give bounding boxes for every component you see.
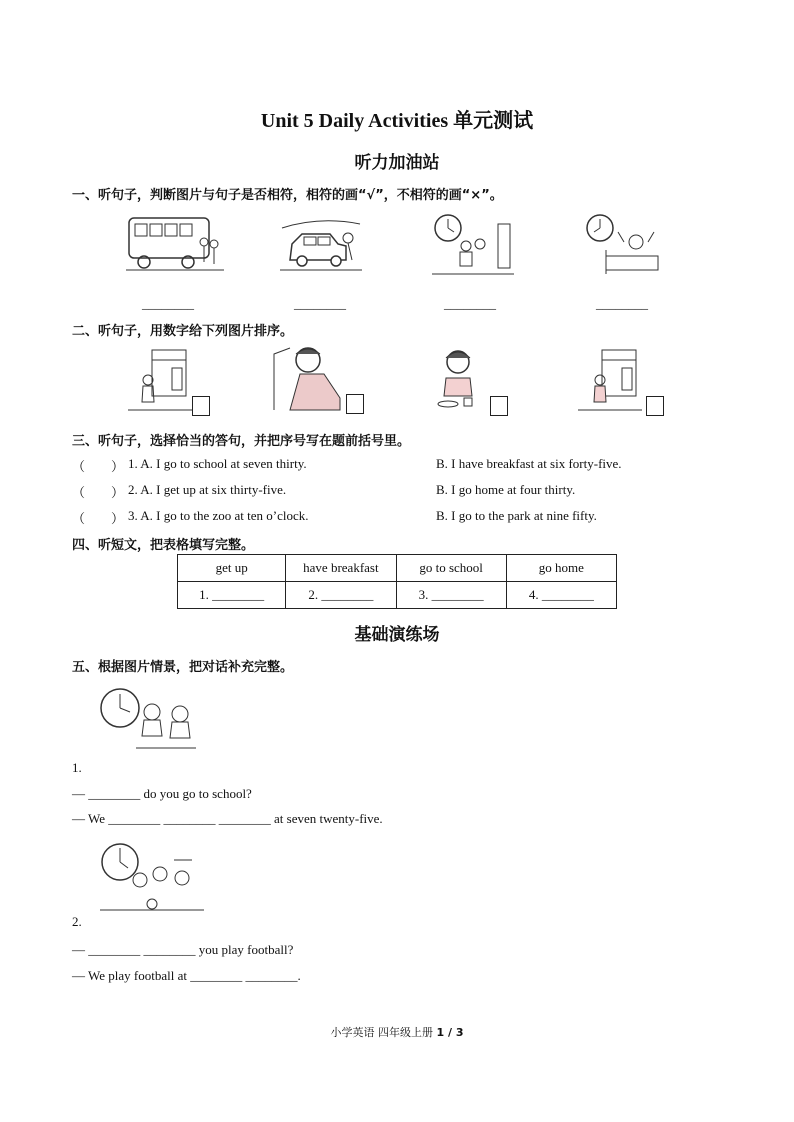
school-girl-picture (128, 346, 192, 414)
school-girl-2-picture (578, 346, 642, 414)
option-2b: B. I go home at four thirty. (436, 482, 576, 497)
dialogue-2-line-2: — We play football at ________ ________. (72, 968, 301, 983)
answer-blank-3[interactable]: ________ (444, 296, 496, 311)
section-title-basics: 基础演练场 (354, 625, 440, 645)
page-title: Unit 5 Daily Activities 单元测试 (260, 110, 534, 132)
order-box-2[interactable] (346, 394, 364, 414)
dialogue-1-line-2: — We ________ ________ ________ at seven twenty-five. (72, 811, 383, 826)
option-2a: 2. A. I get up at six thirty-five. (128, 482, 287, 497)
option-1b: B. I have breakfast at six forty-five. (436, 456, 622, 471)
clock-bed-picture (584, 212, 666, 278)
table-answer-cell[interactable]: 4. ________ (506, 582, 616, 609)
order-box-1[interactable] (192, 396, 210, 416)
schedule-table (177, 554, 617, 609)
table-row (178, 582, 617, 609)
table-answer-cell[interactable]: 3. ________ (396, 582, 506, 609)
answer-blank-4[interactable]: ________ (596, 296, 648, 311)
table-header-cell: go home (506, 555, 616, 582)
page-number: 1 / 3 (436, 1026, 464, 1039)
section-title-listening: 听力加油站 (354, 153, 440, 173)
dialogue-1-number: 1. (72, 760, 82, 775)
table-header-cell: have breakfast (286, 555, 396, 582)
question-1-heading: 一、听句子，判断图片与句子是否相符，相符的画“√”，不相符的画“×”。 (72, 188, 503, 203)
clock-kids-walking-picture (100, 684, 200, 754)
answer-blank-2[interactable]: ________ (294, 296, 346, 311)
sleeping-girl-picture (270, 344, 344, 414)
question-2-heading: 二、听句子，用数字给下列图片排序。 (72, 324, 294, 339)
table-answer-cell[interactable]: 1. ________ (178, 582, 286, 609)
question-4-heading: 四、听短文，把表格填写完整。 (72, 538, 255, 553)
order-box-4[interactable] (646, 396, 664, 416)
table-header-row (178, 555, 617, 582)
answer-blank-1[interactable]: ________ (142, 296, 194, 311)
table-header-cell: get up (178, 555, 286, 582)
order-box-3[interactable] (490, 396, 508, 416)
page-footer (0, 1024, 794, 1040)
dialogue-1-line-1: — ________ do you go to school? (72, 786, 252, 801)
dialogue-2-line-1: — ________ ________ you play football? (72, 942, 294, 957)
dialogue-2-number: 2. (72, 914, 82, 929)
clock-kids-football-picture (100, 840, 204, 912)
clock-boy-picture (432, 210, 514, 278)
breakfast-girl-picture (434, 344, 484, 412)
option-1a: 1. A. I go to school at seven thirty. (128, 456, 307, 471)
option-3b: B. I go to the park at nine fifty. (436, 508, 597, 523)
answer-parenthesis-2[interactable]: （ ） (72, 485, 125, 500)
question-3-heading: 三、听句子，选择恰当的答句，并把序号写在题前括号里。 (72, 434, 411, 449)
bus-picture (126, 212, 224, 278)
option-3a: 3. A. I go to the zoo at ten o’clock. (128, 508, 309, 523)
table-header-cell: go to school (396, 555, 506, 582)
question-5-heading: 五、根据图片情景，把对话补充完整。 (72, 660, 294, 675)
table-answer-cell[interactable]: 2. ________ (286, 582, 396, 609)
answer-parenthesis-3[interactable]: （ ） (72, 511, 125, 526)
footer-text: 小学英语 四年级上册 (330, 1026, 437, 1039)
car-picture (280, 214, 362, 274)
answer-parenthesis-1[interactable]: （ ） (72, 459, 125, 474)
